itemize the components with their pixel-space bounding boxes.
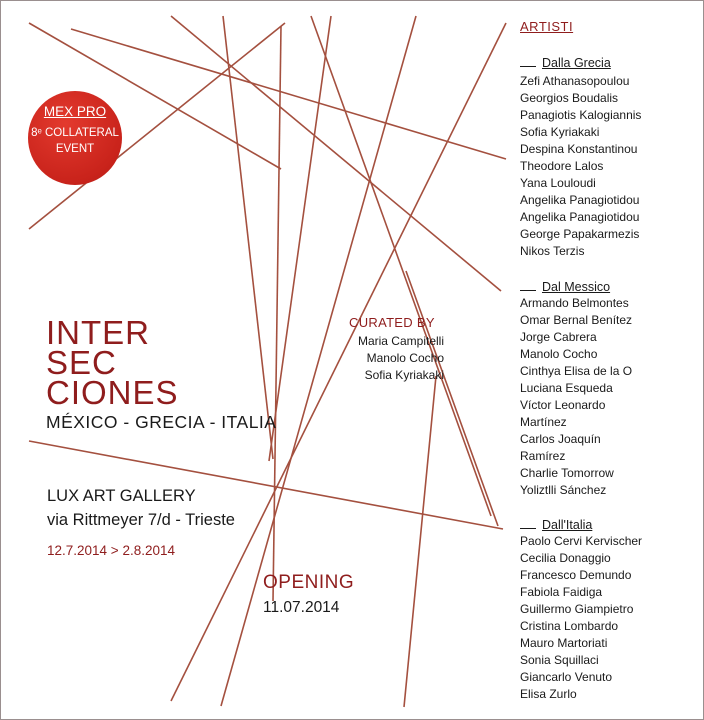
badge-line-2: EVENT xyxy=(55,143,95,155)
gallery-name: LUX ART GALLERY xyxy=(47,487,196,505)
curator-name: Sofia Kyriakaki xyxy=(364,368,444,382)
artist-name: Yana Louloudi xyxy=(520,176,596,190)
section-greece xyxy=(520,55,611,70)
section-label: Dalla Grecia xyxy=(542,56,611,70)
title-subtitle: MÉXICO - GRECIA - ITALIA xyxy=(46,412,277,432)
curator-name: Manolo Cocho xyxy=(366,351,444,365)
artist-name: Fabiola Faidiga xyxy=(520,585,603,599)
artist-name: George Papakarmezis xyxy=(520,227,640,241)
gallery-address: via Rittmeyer 7/d - Trieste xyxy=(47,511,235,529)
artist-name: Georgios Boudalis xyxy=(520,91,619,105)
artist-name: Cristina Lombardo xyxy=(520,619,619,633)
artist-list-italy xyxy=(520,533,642,703)
section-label: Dal Messico xyxy=(542,280,611,294)
badge-title: MEX PRO xyxy=(43,104,107,119)
artist-name: Mauro Martoriati xyxy=(520,636,608,650)
section-label: Dall'Italia xyxy=(542,518,593,532)
curated-by-label: CURATED BY xyxy=(349,315,435,330)
artist-name: Martínez xyxy=(520,415,567,429)
artist-name: Omar Bernal Benítez xyxy=(520,313,633,327)
curator-name: Maria Campitelli xyxy=(357,334,444,348)
section-italy xyxy=(520,517,592,532)
section-rule xyxy=(520,55,536,67)
artist-name: Sofia Kyriakaki xyxy=(520,125,600,139)
artist-name: Armando Belmontes xyxy=(520,296,629,310)
artist-name: Elisa Zurlo xyxy=(520,687,577,701)
title-line-2: SEC xyxy=(46,344,117,381)
artist-name: Giancarlo Venuto xyxy=(520,670,613,684)
artist-name: Guillermo Giampietro xyxy=(520,602,634,616)
artist-name: Panagiotis Kalogiannis xyxy=(520,108,642,122)
artist-name: Víctor Leonardo xyxy=(520,398,606,412)
artist-name: Francesco Demundo xyxy=(520,568,632,582)
artist-name: Yoliztlli Sánchez xyxy=(520,483,607,497)
opening-label: OPENING xyxy=(263,572,355,593)
artist-list-mexico xyxy=(520,295,632,499)
artist-name: Cinthya Elisa de la O xyxy=(520,364,633,378)
artist-name: Nikos Terzis xyxy=(520,244,585,258)
artist-name: Cecilia Donaggio xyxy=(520,551,611,565)
exhibition-dates: 12.7.2014 > 2.8.2014 xyxy=(47,543,175,558)
title-line-1: INTER xyxy=(46,314,150,351)
title-line-3: CIONES xyxy=(46,374,179,411)
artist-name: Manolo Cocho xyxy=(520,347,598,361)
artists-heading: ARTISTI xyxy=(520,19,574,34)
artist-name: Theodore Lalos xyxy=(520,159,604,173)
section-rule xyxy=(520,279,536,291)
artist-name: Jorge Cabrera xyxy=(520,330,597,344)
artist-name: Luciana Esqueda xyxy=(520,381,613,395)
artist-name: Angelika Panagiotidou xyxy=(520,210,640,224)
artist-list-greece xyxy=(520,73,641,260)
opening-date: 11.07.2014 xyxy=(263,599,340,616)
artist-name: Ramírez xyxy=(520,449,566,463)
artist-name: Angelika Panagiotidou xyxy=(520,193,640,207)
artist-name: Despina Konstantinou xyxy=(520,142,638,156)
mex-pro-badge xyxy=(28,91,122,185)
badge-line-1: 8ᵉ COLLATERAL xyxy=(31,127,119,139)
artist-name: Carlos Joaquín xyxy=(520,432,601,446)
artist-name: Sonia Squillaci xyxy=(520,653,599,667)
artist-name: Paolo Cervi Kervischer xyxy=(520,534,643,548)
section-rule xyxy=(520,517,536,529)
artist-name: Zefi Athanasopoulou xyxy=(520,74,630,88)
artist-name: Charlie Tomorrow xyxy=(520,466,614,480)
section-mexico xyxy=(520,279,610,294)
